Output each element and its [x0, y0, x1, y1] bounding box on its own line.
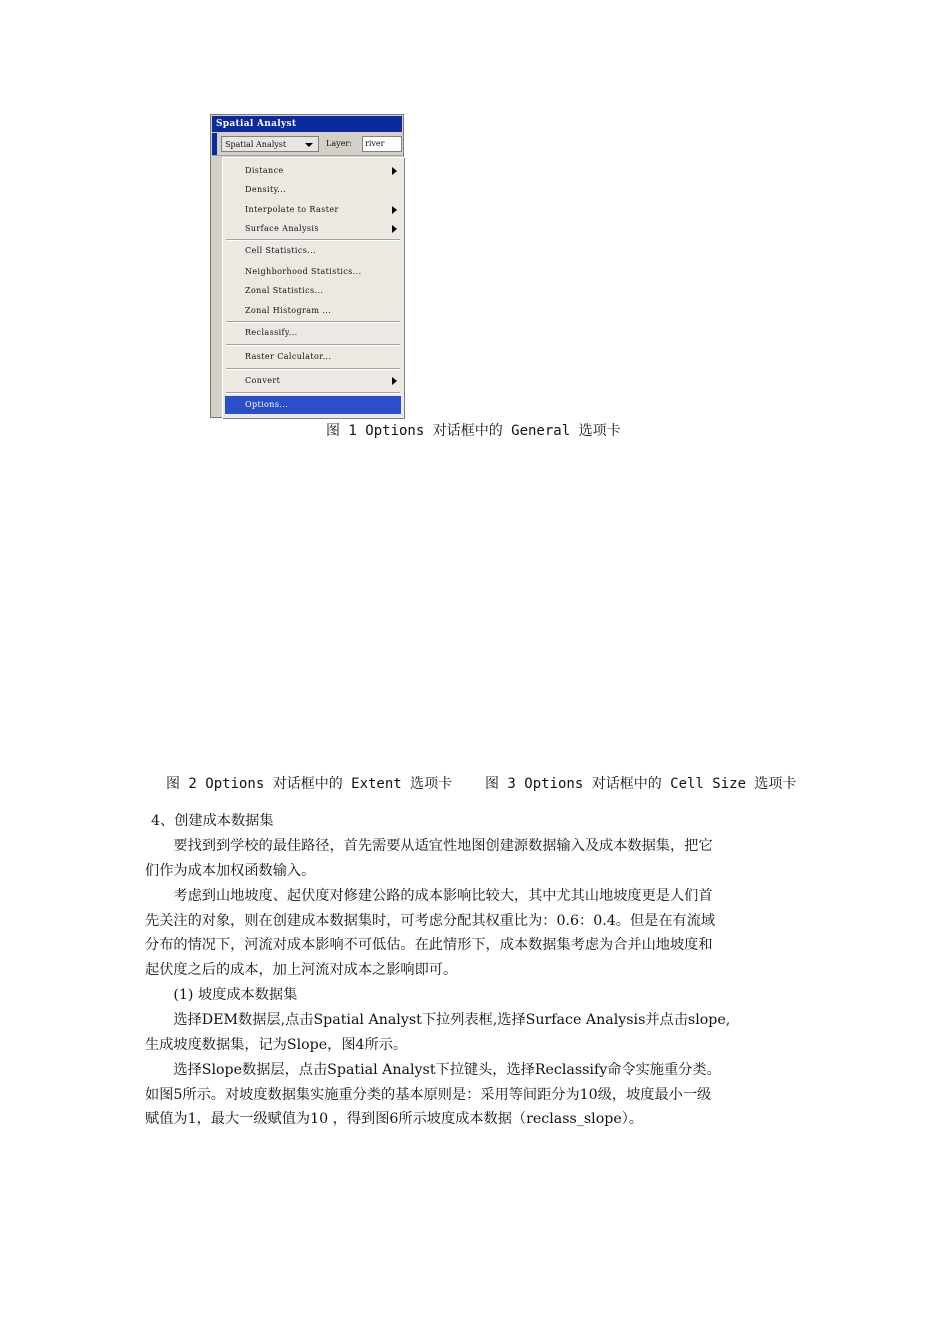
spatial-analyst-menu [222, 157, 404, 418]
menu-separator [226, 321, 400, 323]
menu-item-zonal-histogram[interactable]: Zonal Histogram ... [245, 306, 332, 315]
menu-separator [226, 392, 400, 394]
menu-item-reclassify[interactable]: Reclassify... [245, 328, 298, 337]
figure3-caption: 图 3 Options 对话框中的 Cell Size 选项卡 [485, 776, 797, 792]
menu-item-raster-calculator[interactable]: Raster Calculator... [245, 352, 332, 361]
menu-item-density[interactable]: Density... [245, 185, 287, 194]
menu-item-surface-analysis[interactable]: Surface Analysis [225, 221, 401, 237]
layer-label: Layer: [326, 139, 352, 148]
spatial-analyst-screenshot [210, 114, 404, 418]
menu-item-interpolate[interactable]: Interpolate to Raster [225, 202, 401, 218]
layer-select[interactable]: river [362, 136, 402, 152]
window-title: Spatial Analyst [212, 116, 402, 132]
paragraph-4: 选择Slope数据层，点击Spatial Analyst下拉键头，选择Reclassify命令实施重分类。 如图5所示。对坡度数据集实施重分类的基本原则是：采用等间距分为10级，坡度最小一级 赋值为1，最大一级赋值为10 ，得到图6所示坡度成本数据（reclass_slope）。 [145, 1062, 721, 1128]
section-heading: 4、创建成本数据集 [151, 813, 274, 829]
submenu-arrow-icon [392, 377, 397, 385]
menu-item-neighborhood-statistics[interactable]: Neighborhood Statistics... [245, 267, 362, 276]
menu-separator [226, 344, 400, 346]
spatial-analyst-dropdown[interactable] [221, 136, 319, 152]
paragraph-3: 选择DEM数据层,点击Spatial Analyst下拉列表框,选择Surface Analysis并点击slope, 生成坡度数据集，记为Slope，图4所示。 [145, 1012, 731, 1053]
submenu-arrow-icon [392, 206, 397, 214]
submenu-arrow-icon [392, 167, 397, 175]
menu-separator [226, 239, 400, 241]
spatial-analyst-toolbar [212, 133, 402, 156]
chevron-down-icon [305, 143, 313, 147]
dropdown-label: Spatial Analyst [225, 140, 287, 149]
menu-item-options[interactable]: Options... [225, 396, 401, 414]
menu-item-cell-statistics[interactable]: Cell Statistics... [245, 246, 317, 255]
toolbar-grip [212, 133, 217, 155]
paragraph-1: 要找到到学校的最佳路径，首先需要从适宜性地图创建源数据输入及成本数据集，把它 们作为成本加权函数输入。 [145, 838, 713, 879]
subheading: (1) 坡度成本数据集 [145, 987, 298, 1003]
figure1-caption: 图 1 Options 对话框中的 General 选项卡 [326, 423, 621, 439]
menu-item-convert[interactable]: Convert [225, 373, 401, 389]
paragraph-2: 考虑到山地坡度、起伏度对修建公路的成本影响比较大，其中尤其山地坡度更是人们首 先关注的对象，则在创建成本数据集时，可考虑分配其权重比为：0.6：0.4。但是在有流域 分布的情况下，河流对成本影响不可低估。在此情形下，成本数据集考虑为合并山地坡度和 起伏度之后的成本，加上河流对成本之影响即可。 [145, 888, 716, 978]
menu-separator [226, 368, 400, 370]
figure2-caption: 图 2 Options 对话框中的 Extent 选项卡 [166, 776, 453, 792]
submenu-arrow-icon [392, 225, 397, 233]
menu-item-distance[interactable]: Distance [225, 163, 401, 179]
menu-item-zonal-statistics[interactable]: Zonal Statistics... [245, 286, 324, 295]
